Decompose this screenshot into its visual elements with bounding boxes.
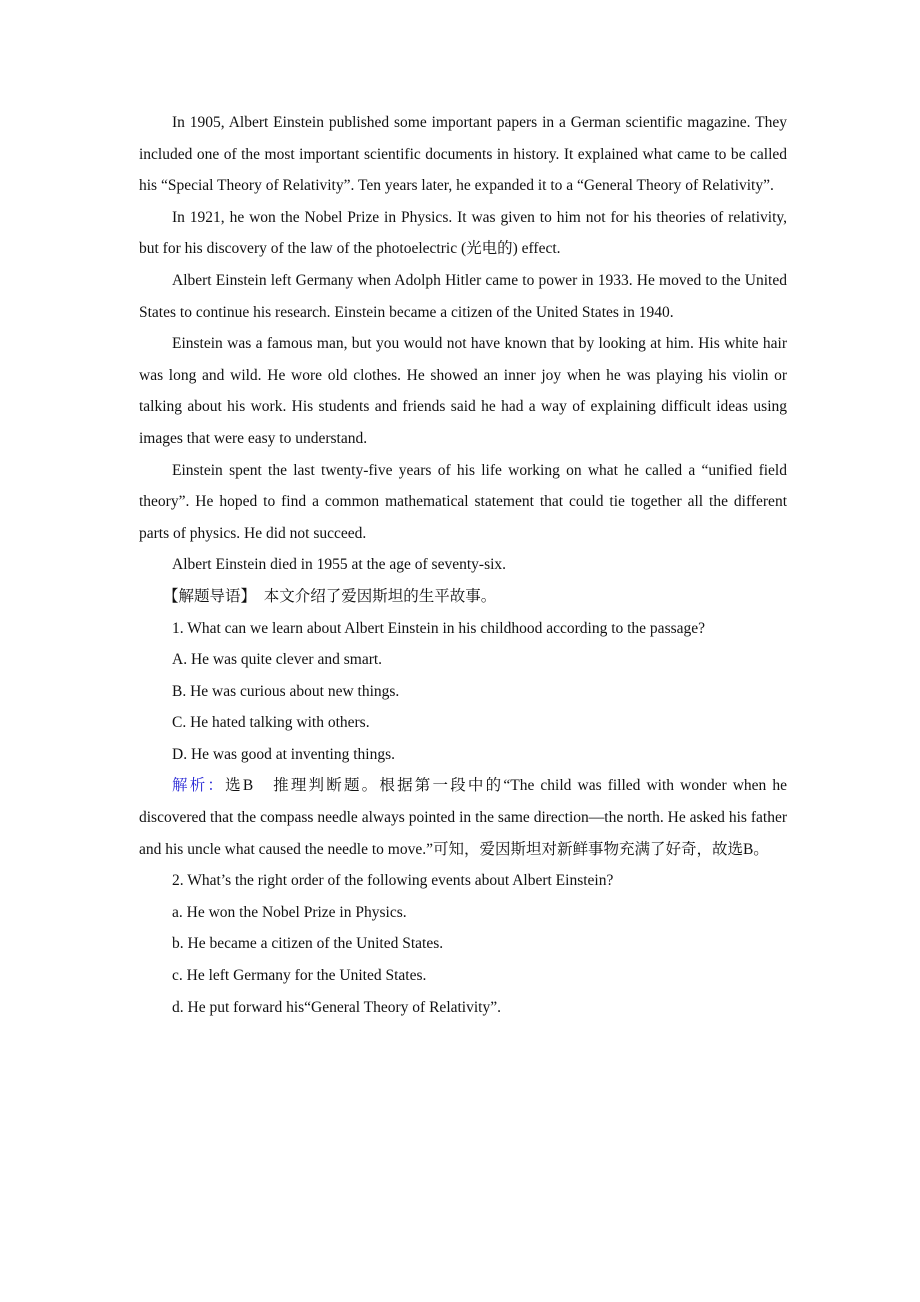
option: D. He was good at inventing things. [172,745,396,763]
option: b. He became a citizen of the United States. [172,935,444,953]
option: C. He hated talking with others. [172,714,370,732]
option: B. He was curious about new things. [172,682,400,700]
paragraph: Albert Einstein left Germany when Adolph Hitler came to power in 1933. He moved to the United States to continue his research. Einstein became a citizen of the United States in 1940. [139,271,787,321]
option: a. He won the Nobel Prize in Physics. [172,903,407,921]
option: d. He put forward his“General Theory of Relativity”. [172,998,501,1016]
paragraph: In 1905, Albert Einstein published some important papers in a German scientific magazine. They included one of the most important scientific documents in history. It explained what came to be called his “Special Theory of Relativity”. Ten years later, he expanded it to a “General Theory of Relativity”. [139,114,787,195]
paragraph: In 1921, he won the Nobel Prize in Physics. It was given to him not for his theories of relativity, but for his discovery of the law of the photoelectric (光电的) effect. [139,208,787,258]
guide-label: 【解题导语】 [163,587,257,605]
guide [139,581,787,613]
paragraph: Einstein was a famous man, but you would not have known that by looking at him. His white hair was long and wild. He wore old clothes. He showed an inner joy when he was playing his violin or talking about his work. His students and friends said he had a way of explaining difficult ideas using images that were easy to understand. [139,335,787,447]
question-2: 2. What’s the right order of the following events about Albert Einstein? [172,872,614,890]
document-page [139,107,787,1023]
option: c. He left Germany for the United States. [172,967,427,985]
analysis-label: 解析： [172,777,226,795]
analysis [139,770,787,865]
analysis-text: 选B 推理判断题。根据第一段中的“The child was filled with wonder when he discovered that the compass needle always pointed in the same direction—the north. He asked his father and his uncle what caused the needle to move.”可知，爱因斯坦对新鲜事物充满了好奇，故选B。 [139,777,787,858]
option: A. He was quite clever and smart. [172,651,383,669]
guide-text: 本文介绍了爱因斯坦的生平故事。 [263,587,497,605]
paragraph: Einstein spent the last twenty-five years of his life working on what he called a “unified field theory”. He hoped to find a common mathematical statement that could tie together all the different parts of physics. He did not succeed. [139,461,787,542]
paragraph: Albert Einstein died in 1955 at the age of seventy-six. [172,556,507,574]
question-1: 1. What can we learn about Albert Einstein in his childhood according to the passage? [172,619,706,637]
